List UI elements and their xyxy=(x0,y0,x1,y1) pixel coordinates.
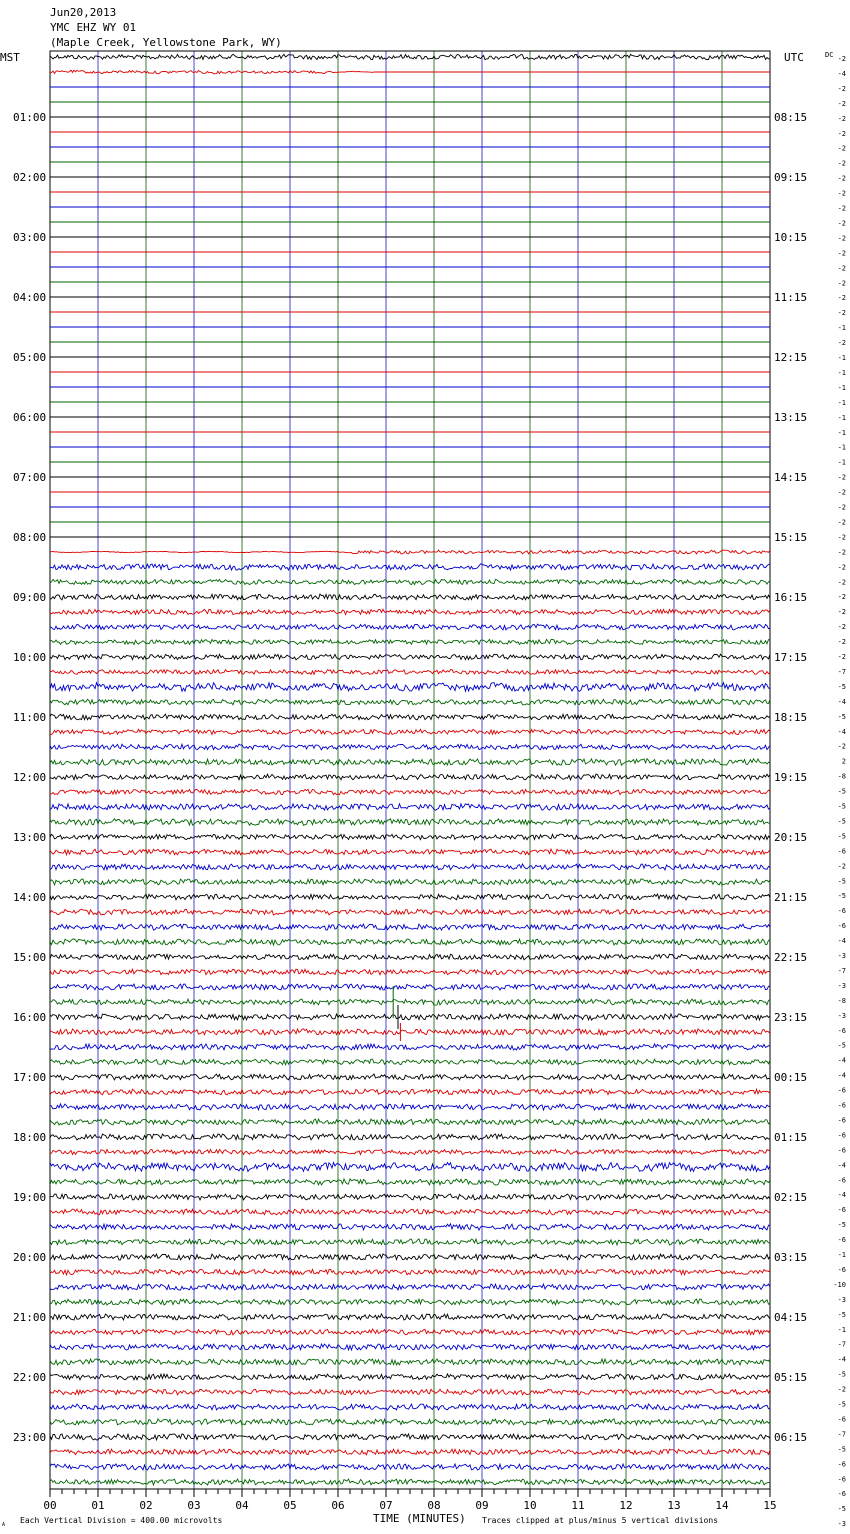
right-hour-label: 09:15 xyxy=(774,171,808,184)
dc-offset-label: -7 xyxy=(837,667,846,676)
dc-offset-label: -2 xyxy=(837,608,846,617)
dc-offset-label: -4 xyxy=(837,1191,846,1200)
trace-line xyxy=(50,969,770,975)
trace-line xyxy=(50,564,770,570)
trace-line xyxy=(50,894,770,900)
trace-line xyxy=(50,1239,770,1245)
dc-offset-label: -2 xyxy=(837,189,846,198)
trace-line xyxy=(50,1374,770,1380)
x-axis xyxy=(43,1489,776,1512)
trace-line xyxy=(50,864,770,870)
right-hour-label: 19:15 xyxy=(774,771,808,784)
dc-offset-label: -7 xyxy=(837,1340,846,1349)
x-tick-label: 05 xyxy=(283,1499,297,1512)
left-hour-labels xyxy=(13,111,46,1444)
trace-line xyxy=(50,579,770,584)
dc-offset-label: -6 xyxy=(837,1131,846,1140)
trace-line xyxy=(50,924,770,930)
dc-offset-label: -2 xyxy=(837,503,846,512)
dc-offset-label: -7 xyxy=(837,1430,846,1439)
dc-offset-label: -4 xyxy=(837,1355,846,1364)
trace-line xyxy=(50,1314,770,1320)
right-hour-label: 06:15 xyxy=(774,1431,808,1444)
left-hour-label: 23:00 xyxy=(13,1431,47,1444)
dc-offset-label: -2 xyxy=(837,234,846,243)
left-hour-label: 06:00 xyxy=(13,411,47,424)
dc-offset-label: -2 xyxy=(837,593,846,602)
trace-line xyxy=(50,1074,770,1080)
trace-line xyxy=(50,1209,770,1215)
right-hour-label: 18:15 xyxy=(774,711,808,724)
trace-line xyxy=(50,550,770,554)
dc-offset-label: -4 xyxy=(837,69,846,78)
right-hour-label: 22:15 xyxy=(774,951,808,964)
x-tick-label: 06 xyxy=(331,1499,345,1512)
x-tick-label: 01 xyxy=(91,1499,105,1512)
left-hour-label: 02:00 xyxy=(13,171,47,184)
trace-line xyxy=(50,759,770,766)
dc-offset-label: -3 xyxy=(837,952,846,960)
left-hour-label: 10:00 xyxy=(13,651,47,664)
dc-offset-label: -6 xyxy=(837,1415,846,1424)
trace-line xyxy=(50,714,770,720)
dc-offset-label: -2 xyxy=(837,309,846,318)
dc-offset-label: -2 xyxy=(837,294,846,303)
dc-offset-label: -1 xyxy=(837,428,846,437)
trace-line xyxy=(50,909,770,915)
left-hour-label: 17:00 xyxy=(13,1071,47,1084)
trace-line xyxy=(50,1329,770,1335)
dc-offset-label: -4 xyxy=(837,937,846,946)
left-timezone-label: MST xyxy=(0,51,20,64)
right-hour-label: 08:15 xyxy=(774,111,808,124)
dc-offset-label: -1 xyxy=(837,354,846,362)
trace-line xyxy=(50,654,770,660)
dc-offset-label: -1 xyxy=(837,398,846,407)
left-hour-label: 15:00 xyxy=(13,951,47,964)
dc-offset-label: 2 xyxy=(841,757,846,766)
trace-line xyxy=(50,729,770,734)
dc-offset-label: -5 xyxy=(837,787,846,796)
left-hour-label: 18:00 xyxy=(13,1131,47,1144)
left-hour-label: 20:00 xyxy=(13,1251,47,1264)
trace-line xyxy=(50,1404,770,1410)
trace-line xyxy=(50,1359,770,1365)
trace-line xyxy=(50,1224,770,1230)
dc-offset-label: -3 xyxy=(837,1011,846,1020)
dc-offset-label: -3 xyxy=(837,1520,846,1529)
trace-line xyxy=(50,1389,770,1395)
dc-offset-label: -4 xyxy=(837,1056,846,1065)
trace-line xyxy=(50,1119,770,1125)
x-tick-label: 02 xyxy=(139,1499,153,1512)
dc-offset-label: -3 xyxy=(837,981,846,990)
dc-offset-label: -5 xyxy=(837,892,846,901)
trace-line xyxy=(50,1134,770,1140)
right-hour-label: 00:15 xyxy=(774,1071,808,1084)
dc-offset-label: -2 xyxy=(837,623,846,632)
dc-offset-label: -2 xyxy=(837,563,846,572)
location-label: (Maple Creek, Yellowstone Park, WY) xyxy=(50,36,282,49)
dc-offset-label: -5 xyxy=(837,817,846,826)
dc-offset-label: -4 xyxy=(837,697,846,706)
dc-offset-label: -2 xyxy=(837,339,846,348)
x-tick-label: 15 xyxy=(763,1499,777,1512)
right-hour-label: 13:15 xyxy=(774,411,808,424)
dc-offset-label: -2 xyxy=(837,488,846,497)
dc-offset-label: -2 xyxy=(837,1385,846,1394)
right-hour-label: 02:15 xyxy=(774,1191,808,1204)
trace-line xyxy=(50,1284,770,1290)
trace-line xyxy=(50,1014,770,1020)
left-hour-label: 22:00 xyxy=(13,1371,47,1384)
trace-line xyxy=(50,670,770,675)
dc-offset-label: -2 xyxy=(837,159,846,168)
trace-line xyxy=(50,1449,770,1455)
right-hour-label: 20:15 xyxy=(774,831,808,844)
dc-offset-label: -4 xyxy=(837,1071,846,1080)
dc-offset-label: -2 xyxy=(837,204,846,213)
dc-offset-label: -2 xyxy=(837,84,846,93)
trace-line xyxy=(50,594,770,600)
right-hour-label: 01:15 xyxy=(774,1131,808,1144)
dc-offset-label: -5 xyxy=(837,1370,846,1379)
left-hour-label: 01:00 xyxy=(13,111,47,124)
scale-note: Each Vertical Division = 400.00 microvolts xyxy=(20,1516,223,1525)
right-hour-label: 12:15 xyxy=(774,351,808,364)
x-tick-label: 11 xyxy=(571,1499,585,1512)
dc-offset-label: -5 xyxy=(837,712,846,721)
dc-offset-label: -6 xyxy=(837,1176,846,1185)
dc-offset-label: -1 xyxy=(837,1251,846,1259)
trace-line xyxy=(50,789,770,794)
dc-offset-label: -6 xyxy=(837,922,846,931)
dc-offset-label: -5 xyxy=(837,1400,846,1409)
trace-line xyxy=(50,834,770,840)
dc-offset-label: -2 xyxy=(837,99,846,108)
dc-offset-label: -4 xyxy=(837,1161,846,1170)
dc-offset-label: -6 xyxy=(837,1146,846,1155)
trace-line xyxy=(50,624,770,630)
trace-line xyxy=(50,1269,770,1275)
x-tick-label: 13 xyxy=(667,1499,681,1512)
right-hour-label: 10:15 xyxy=(774,231,808,244)
x-tick-label: 00 xyxy=(43,1499,57,1512)
left-hour-label: 03:00 xyxy=(13,231,47,244)
dc-offset-label: -5 xyxy=(837,877,846,886)
trace-line xyxy=(50,774,770,780)
trace-line xyxy=(50,1179,770,1185)
right-timezone-label: UTC xyxy=(784,51,804,64)
dc-offset-label: -6 xyxy=(837,1116,846,1125)
x-tick-label: 03 xyxy=(187,1499,201,1512)
left-hour-label: 04:00 xyxy=(13,291,47,304)
corner-mark: A xyxy=(2,1522,6,1528)
dc-offset-label: -6 xyxy=(837,1236,846,1245)
x-tick-label: 14 xyxy=(715,1499,729,1512)
left-hour-label: 12:00 xyxy=(13,771,47,784)
dc-offset-label: -3 xyxy=(837,1295,846,1304)
x-tick-label: 10 xyxy=(523,1499,537,1512)
dc-offset-label: -4 xyxy=(837,727,846,736)
trace-line xyxy=(50,954,770,960)
x-axis-title: TIME (MINUTES) xyxy=(373,1512,466,1525)
trace-line xyxy=(50,1163,770,1172)
dc-offset-label: -5 xyxy=(837,1505,846,1514)
left-hour-label: 11:00 xyxy=(13,711,47,724)
x-tick-label: 09 xyxy=(475,1499,489,1512)
left-hour-label: 08:00 xyxy=(13,531,47,544)
dc-offset-label: -2 xyxy=(837,174,846,183)
trace-line xyxy=(50,744,770,750)
dc-offset-label: -2 xyxy=(837,114,846,123)
dc-offset-label: -7 xyxy=(837,966,846,975)
dc-offset-label: -2 xyxy=(837,279,846,288)
trace-line xyxy=(50,683,770,692)
dc-offset-header: DC xyxy=(825,51,834,59)
trace-line xyxy=(50,1464,770,1470)
dc-offset-labels xyxy=(833,55,846,1534)
station-label: YMC EHZ WY 01 xyxy=(50,21,137,34)
x-tick-label: 07 xyxy=(379,1499,393,1512)
trace-lines xyxy=(50,54,770,1485)
trace-line xyxy=(50,879,770,885)
dc-offset-label: -1 xyxy=(837,1325,846,1334)
trace-line xyxy=(50,984,770,990)
dc-offset-label: -5 xyxy=(837,1445,846,1454)
trace-line xyxy=(50,1029,770,1035)
dc-offset-label: -1 xyxy=(837,443,846,452)
dc-offset-label: -2 xyxy=(837,548,846,557)
trace-line xyxy=(50,849,770,855)
left-hour-label: 16:00 xyxy=(13,1011,47,1024)
dc-offset-label: -2 xyxy=(837,653,846,661)
right-hour-label: 14:15 xyxy=(774,471,808,484)
dc-offset-label: -8 xyxy=(837,996,846,1005)
dc-offset-label: -6 xyxy=(837,1101,846,1110)
right-hour-label: 11:15 xyxy=(774,291,808,304)
trace-line xyxy=(50,1194,770,1200)
dc-offset-label: -5 xyxy=(837,1310,846,1319)
trace-line xyxy=(50,1104,770,1110)
right-hour-label: 17:15 xyxy=(774,651,808,664)
dc-offset-label: -2 xyxy=(837,742,846,751)
dc-offset-label: -2 xyxy=(837,473,846,482)
dc-offset-label: -5 xyxy=(837,802,846,811)
clip-note: Traces clipped at plus/minus 5 vertical divisions xyxy=(482,1516,719,1525)
dc-offset-label: -5 xyxy=(837,832,846,841)
trace-line xyxy=(50,804,770,811)
right-hour-label: 23:15 xyxy=(774,1011,808,1024)
right-hour-label: 04:15 xyxy=(774,1311,808,1324)
trace-line xyxy=(50,1344,770,1350)
dc-offset-label: -6 xyxy=(837,1490,846,1499)
x-tick-label: 08 xyxy=(427,1499,441,1512)
trace-line xyxy=(50,999,770,1005)
dc-offset-label: -6 xyxy=(837,1026,846,1035)
x-tick-label: 04 xyxy=(235,1499,249,1512)
left-hour-label: 13:00 xyxy=(13,831,47,844)
dc-offset-label: -6 xyxy=(837,1460,846,1469)
trace-line xyxy=(50,1044,770,1050)
dc-offset-label: -6 xyxy=(837,1265,846,1274)
trace-line xyxy=(50,609,770,614)
chart-date: Jun20,2013 xyxy=(50,6,117,19)
dc-offset-label: -1 xyxy=(837,368,846,377)
trace-line xyxy=(50,699,770,705)
trace-line xyxy=(50,1089,770,1095)
trace-line xyxy=(50,939,770,945)
dc-offset-label: -2 xyxy=(837,638,846,647)
trace-line xyxy=(50,1419,770,1425)
left-hour-label: 14:00 xyxy=(13,891,47,904)
dc-offset-label: -2 xyxy=(837,264,846,273)
x-tick-label: 12 xyxy=(619,1499,633,1512)
right-hour-label: 16:15 xyxy=(774,591,808,604)
left-hour-label: 19:00 xyxy=(13,1191,47,1204)
dc-offset-label: -2 xyxy=(837,578,846,587)
dc-offset-label: -2 xyxy=(837,219,846,228)
dc-offset-label: -6 xyxy=(837,1206,846,1215)
dc-offset-label: -2 xyxy=(837,518,846,527)
dc-offset-label: -2 xyxy=(837,862,846,871)
left-hour-label: 09:00 xyxy=(13,591,47,604)
dc-offset-label: -1 xyxy=(837,383,846,392)
left-hour-label: 05:00 xyxy=(13,351,47,364)
dc-offset-label: -1 xyxy=(837,413,846,422)
right-hour-label: 03:15 xyxy=(774,1251,808,1264)
trace-line xyxy=(50,639,770,644)
trace-line xyxy=(50,819,770,826)
dc-offset-label: -2 xyxy=(837,533,846,542)
dc-offset-label: -6 xyxy=(837,847,846,856)
right-hour-label: 15:15 xyxy=(774,531,808,544)
dc-offset-label: -1 xyxy=(837,458,846,467)
right-hour-labels xyxy=(774,111,807,1444)
dc-offset-label: -2 xyxy=(837,249,846,258)
trace-line xyxy=(50,70,770,74)
trace-line xyxy=(50,1149,770,1154)
dc-offset-label: -8 xyxy=(837,772,846,781)
trace-line xyxy=(50,54,770,59)
trace-line xyxy=(50,1434,770,1440)
trace-line xyxy=(50,1254,770,1260)
right-hour-label: 05:15 xyxy=(774,1371,808,1384)
left-hour-label: 21:00 xyxy=(13,1311,47,1324)
dc-offset-label: -5 xyxy=(837,1221,846,1230)
dc-offset-label: -6 xyxy=(837,1086,846,1095)
dc-offset-label: -2 xyxy=(837,144,846,153)
dc-offset-label: -1 xyxy=(837,324,846,333)
trace-line xyxy=(50,1059,770,1065)
dc-offset-label: -6 xyxy=(837,907,846,916)
dc-offset-label: -6 xyxy=(837,1475,846,1484)
trace-line xyxy=(50,1299,770,1305)
dc-offset-label: -2 xyxy=(837,129,846,138)
dc-offset-label: -2 xyxy=(837,55,846,63)
dc-offset-label: -10 xyxy=(833,1280,846,1289)
dc-offset-label: -5 xyxy=(837,682,846,691)
right-hour-label: 21:15 xyxy=(774,891,808,904)
dc-offset-label: -5 xyxy=(837,1041,846,1050)
trace-line xyxy=(50,1479,770,1485)
left-hour-label: 07:00 xyxy=(13,471,47,484)
